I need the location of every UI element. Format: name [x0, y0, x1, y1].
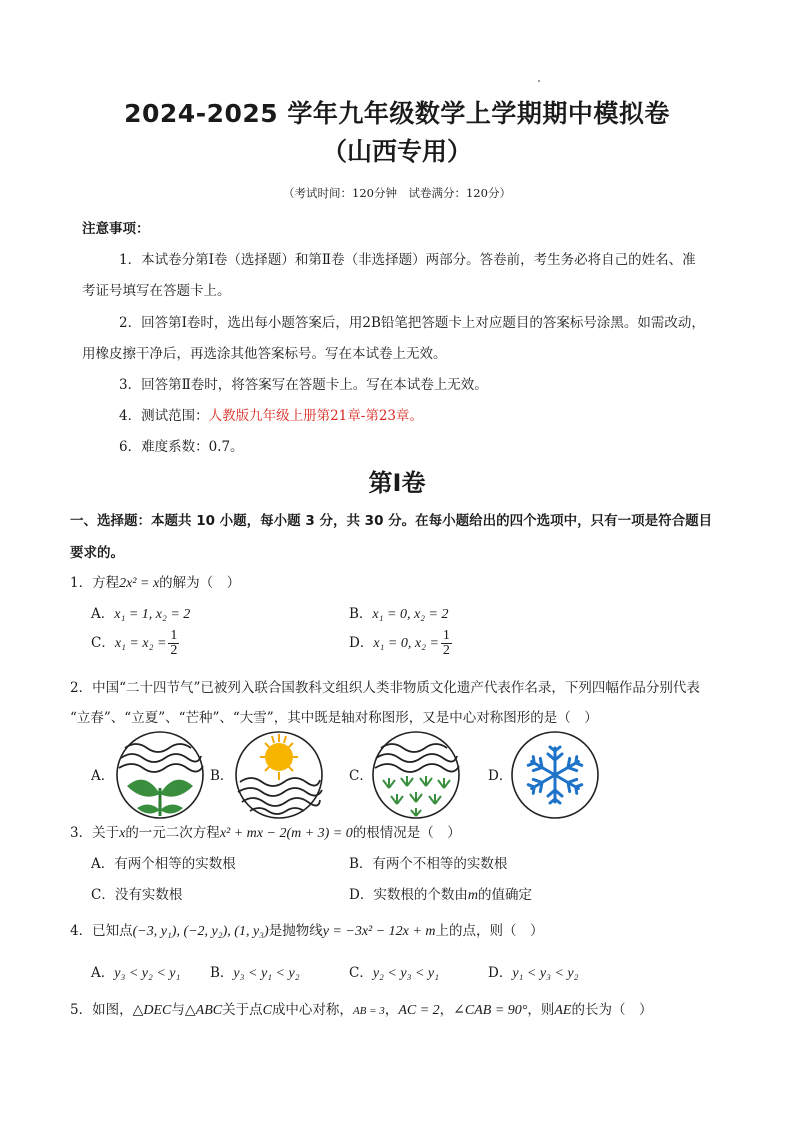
- q1-d-label: D．: [349, 635, 374, 651]
- sprout-icon: [115, 730, 205, 820]
- q1-option-a: [91, 602, 190, 623]
- q4-option-b: [210, 961, 300, 982]
- q5-point: C: [262, 1003, 272, 1018]
- q5-ae: AE: [554, 1003, 572, 1018]
- q4-a-label: A．: [91, 965, 115, 981]
- q4-option-d: [488, 961, 578, 982]
- notice-item-2b: 用橡皮擦干净后，再选涂其他答案标号。写在本试卷上无效。: [82, 346, 447, 362]
- q5-ab: AB = 3: [352, 1005, 385, 1017]
- q5-ac: AC = 2: [398, 1003, 440, 1018]
- q1-c-denominator: 2: [170, 643, 178, 658]
- q4-option-a: [91, 961, 180, 982]
- notice-item-4: [119, 404, 423, 424]
- q5-stem-c: 关于点: [222, 1002, 263, 1018]
- q2-a-label: A．: [91, 768, 115, 784]
- q4-stem-a: 4．已知点: [70, 923, 133, 939]
- q4-a-math: y₃ < y₂ < y₁: [114, 966, 181, 981]
- q3-d-a: D．实数根的个数由: [349, 887, 468, 903]
- notice-item-4-prefix: 4．测试范围：: [119, 408, 209, 424]
- q4-d-label: D．: [488, 965, 513, 981]
- section1-line2: 要求的。: [70, 545, 124, 561]
- snowflake-icon: [510, 730, 600, 820]
- q1-c-numerator: 1: [170, 628, 178, 643]
- q1-d-numerator: 1: [442, 628, 450, 643]
- q4-points: (−3, y₁), (−2, y₂), (1, y₃): [132, 924, 269, 939]
- q1-option-d: [349, 629, 452, 658]
- q3-d-var: m: [467, 888, 478, 903]
- q4-stem: [70, 919, 543, 940]
- q3-option-b: B．有两个不相等的实数根: [349, 856, 508, 872]
- q1-c-fraction: [168, 629, 179, 658]
- q1-c-math: x₁ = x₂ =: [114, 636, 167, 651]
- q1-option-b: [349, 602, 448, 623]
- q1-equation: 2x² = x: [119, 576, 160, 591]
- grass-icon: [371, 730, 461, 820]
- section1-line1: 一、选择题：本题共 10 小题，每小题 3 分，共 30 分。在每小题给出的四个选项中，只有一项是符合题目: [70, 513, 713, 529]
- q5-stem: [70, 998, 652, 1019]
- q2-line1: 2．中国“二十四节气”已被列入联合国教科文组织人类非物质文化遗产代表作名录，下列四幅作品分别代表: [70, 680, 700, 696]
- q4-c-math: y₂ < y₃ < y₁: [372, 966, 439, 981]
- q5-sep2: ，: [439, 1002, 454, 1018]
- q3-equation: x² + mx − 2(m + 3) = 0: [219, 826, 353, 841]
- q3-var: x: [119, 826, 126, 841]
- q4-stem-c: 上的点，则（ ）: [435, 923, 544, 939]
- notice-heading: 注意事项：: [82, 221, 150, 237]
- q5-stem-e: ，则: [527, 1002, 555, 1018]
- q4-d-math: y₁ < y₃ < y₂: [512, 966, 579, 981]
- q1-a-label: A．: [91, 606, 115, 622]
- q3-d-b: 的值确定: [477, 887, 532, 903]
- q3-stem-b: 的一元二次方程: [125, 825, 220, 841]
- q4-equation: y = −3x² − 12x + m: [322, 924, 436, 939]
- q5-stem-a: 5．如图，: [70, 1002, 133, 1018]
- q4-b-math: y₃ < y₁ < y₂: [233, 966, 300, 981]
- notice-item-2a: 2．回答第Ⅰ卷时，选出每小题答案后，用2B铅笔把答题卡上对应题目的答案标号涂黑。如需改动，: [119, 315, 705, 331]
- q5-triangle-dec: △DEC: [132, 1003, 172, 1018]
- q3-stem-a: 3．关于: [70, 825, 120, 841]
- q1-c-label: C．: [91, 635, 115, 651]
- q5-angle: ∠CAB = 90°: [453, 1003, 528, 1018]
- q3-option-a: A．有两个相等的实数根: [91, 856, 236, 872]
- q5-sep1: ，: [384, 1002, 399, 1018]
- q3-stem: [70, 821, 461, 842]
- q5-stem-f: 的长为（ ）: [571, 1002, 653, 1018]
- q1-stem-a: 1．方程: [70, 575, 120, 591]
- q2-c-label: C．: [349, 768, 373, 784]
- q5-stem-d: 成中心对称，: [271, 1002, 353, 1018]
- sun-icon: [234, 730, 324, 820]
- volume-title: 第Ⅰ卷: [368, 469, 426, 497]
- q4-stem-b: 是抛物线: [268, 923, 323, 939]
- q4-b-label: B．: [210, 965, 234, 981]
- q2-line2: “立春”、“立夏”、“芒种”、“大雪”，其中既是轴对称图形，又是中心对称图形的是（ ）: [70, 710, 598, 726]
- q1-d-math: x₁ = 0, x₂ =: [373, 636, 439, 651]
- q4-c-label: C．: [349, 965, 373, 981]
- exam-info: （考试时间：120分钟 试卷满分：120分）: [283, 186, 511, 200]
- test-range: 人教版九年级上册第21章-第23章。: [208, 408, 424, 424]
- q2-b-label: B．: [210, 768, 234, 784]
- exam-title: 2024-2025 学年九年级数学上学期期中模拟卷: [124, 99, 670, 128]
- notice-item-1a: 1．本试卷分第Ⅰ卷（选择题）和第Ⅱ卷（非选择题）两部分。答卷前，考生务必将自己的姓名、准: [119, 252, 696, 268]
- notice-item-3: 3．回答第Ⅱ卷时，将答案写在答题卡上。写在本试卷上无效。: [119, 377, 488, 393]
- q1-d-fraction: [441, 629, 452, 658]
- exam-subtitle: （山西专用）: [321, 137, 472, 166]
- scan-dot: [538, 80, 540, 82]
- q5-triangle-abc: △ABC: [184, 1003, 223, 1018]
- q3-option-c: C．没有实数根: [91, 887, 183, 903]
- q1-d-denominator: 2: [442, 643, 450, 658]
- q1-option-c: [91, 629, 179, 658]
- q1-b-label: B．: [349, 606, 373, 622]
- q1-stem-b: 的解为（ ）: [159, 575, 241, 591]
- notice-item-6: 6．难度系数：0.7。: [119, 439, 244, 455]
- q1-a-math: x₁ = 1, x₂ = 2: [114, 607, 191, 622]
- q4-option-c: [349, 961, 439, 982]
- q1-b-math: x₁ = 0, x₂ = 2: [372, 607, 449, 622]
- q1-stem: [70, 571, 240, 592]
- notice-item-1b: 考证号填写在答题卡上。: [82, 283, 231, 299]
- q5-stem-b: 与: [171, 1002, 185, 1018]
- q3-stem-c: 的根情况是（ ）: [352, 825, 461, 841]
- q2-d-label: D．: [488, 768, 513, 784]
- q3-option-d: [349, 883, 532, 904]
